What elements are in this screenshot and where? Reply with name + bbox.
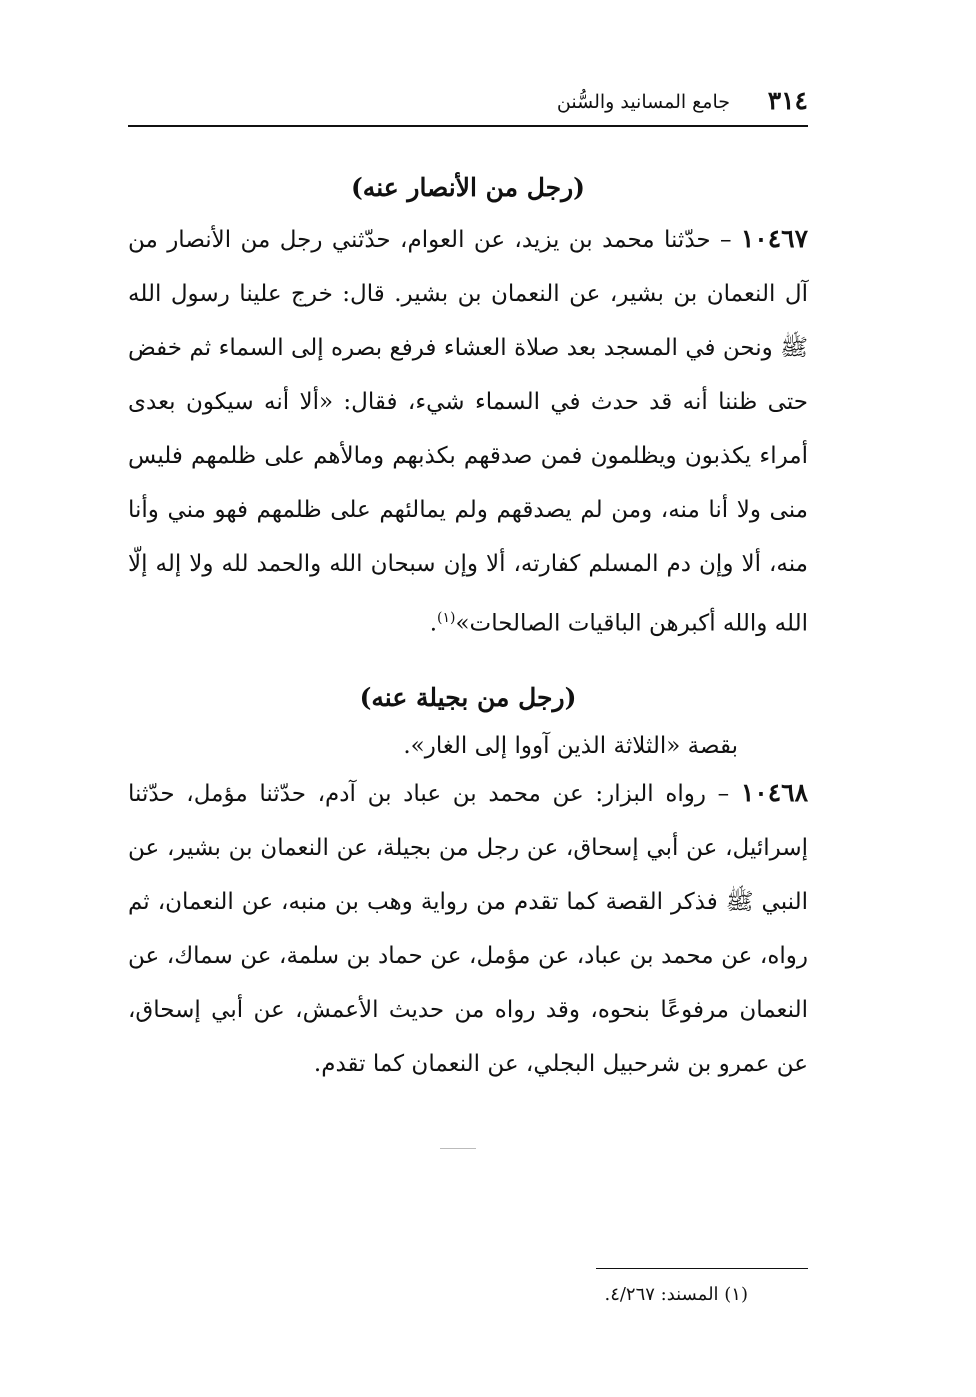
hadith-10468 bbox=[128, 766, 808, 1091]
footnote: (١) المسند: ٤/٢٦٧. bbox=[604, 1284, 748, 1305]
hadith-text: – حدّثنا محمد بن يزيد، عن العوام، حدّثني رجل من الأنصار من آل النعمان بن بشير، عن النعمان بن بشير. قال: خرج علينا رسول الله ﷺ ونحن في المسجد بعد صلاة العشاء فرفع بصره إلى السماء ثم خفض حتى ظننا أنه قد حدث في السماء شيء، فقال: «ألا أنه سيكون بعدى أمراء يكذبون ويظلمون فمن صدقهم بكذبهم ومالأهم على ظلمهم فليس منى ولا أنا منه، ومن لم يصدقهم ولم يمالئهم على ظلمهم فهو مني وأنا منه، ألا وإن دم المسلم كفارته، ألا وإن سبحان الله والحمد لله ولا إله إلّا الله والله أكبرهن الباقيات الصالحات» bbox=[128, 227, 808, 637]
page-header bbox=[128, 84, 808, 124]
page-number: ٣١٤ bbox=[767, 86, 808, 115]
story-reference: بقصة «الثلاثة الذين آووا إلى الغار». bbox=[403, 733, 738, 759]
hadith-end: . bbox=[429, 610, 437, 637]
footnote-divider bbox=[596, 1268, 808, 1269]
header-divider bbox=[128, 125, 808, 127]
hadith-10467 bbox=[128, 212, 808, 651]
section-heading-bajila: (رجل من بجيلة عنه) bbox=[359, 683, 577, 712]
book-title: جامع المسانيد والسُّنن bbox=[556, 91, 730, 113]
section-heading-ansar: (رجل من الأنصار عنه) bbox=[350, 173, 586, 202]
footnote-marker: (١) bbox=[437, 610, 456, 626]
hadith-text: – رواه البزار: عن محمد بن عباد بن آدم، حدّثنا مؤمل، حدّثنا إسرائيل، عن أبي إسحاق، عن رجل من بجيلة، عن النعمان بن بشير، عن النبي ﷺ فذكر القصة كما تقدم من رواية وهب بن منبه، عن النعمان، ثم رواه، عن محمد بن عباد، عن مؤمل، عن حماد بن سلمة، عن سماك، عن النعمان مرفوعًا بنحوه، وقد رواه من حديث الأعمش، عن أبي إسحاق، عن عمرو بن شرحبيل البجلي، عن النعمان كما تقدم. bbox=[128, 781, 808, 1077]
hadith-number: ١٠٤٦٨ bbox=[740, 778, 808, 807]
scan-mark bbox=[440, 1148, 476, 1149]
hadith-number: ١٠٤٦٧ bbox=[740, 224, 808, 253]
